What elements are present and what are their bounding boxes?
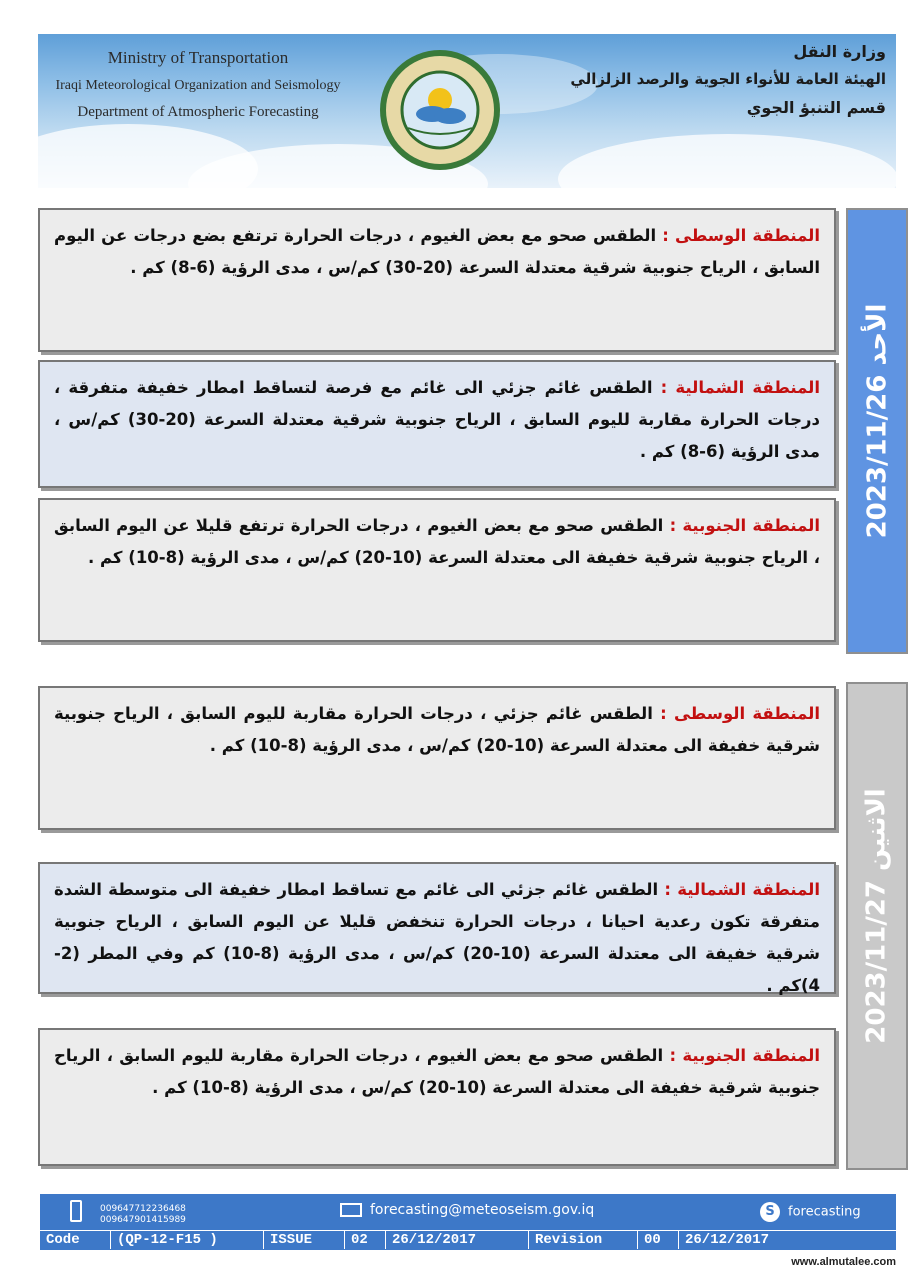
skype-name: forecasting [788,1204,861,1220]
forecast-box-central-day1 [38,208,836,352]
mobile-phone-icon [70,1200,82,1222]
forecast-box-north-day2 [38,862,836,994]
envelope-icon [340,1203,362,1217]
phone-1: 009647712236468 [100,1204,186,1214]
ministry-name-en: Ministry of Transportation [107,48,289,67]
date: 2023/11/26 [862,374,892,539]
issue-label: ISSUE [264,1231,345,1249]
weekday: الاثنين [862,788,893,871]
revision-label: Revision [529,1231,638,1249]
region-name: المنطقة الوسطى : [662,226,820,245]
skype-contact [760,1202,861,1222]
forecast-box-north-day1 [38,360,836,488]
phone-numbers [100,1204,186,1226]
organization-name-en: Iraqi Meteorological Organization and Seismology [55,78,341,93]
region-name: المنطقة الوسطى : [660,704,820,723]
forecast-box-central-day2 [38,686,836,830]
date: 2023/11/27 [862,880,893,1044]
forecast-box-south-day2 [38,1028,836,1166]
department-name-en: Department of Atmospheric Forecasting [77,104,319,120]
forecast-text: الطقس صحو مع بعض الغيوم ، درجات الحرارة ترتفع بضع درجات عن اليوم السابق ، الرياح جنوبية شرقية معتدلة السرعة (20-30) كم/س ، مدى الرؤية (6-8) كم . [54,226,820,277]
skype-icon: S [760,1202,780,1222]
document-control-strip [40,1230,896,1249]
region-name: المنطقة الشمالية : [664,880,821,899]
phone-2: 009647901415989 [100,1215,186,1225]
code-value: (QP-12-F15 ) [111,1231,264,1249]
weekday: الأحد [862,303,892,366]
region-name: المنطقة الجنوبية : [669,516,820,535]
code-label: Code [40,1231,111,1249]
forecast-box-south-day1 [38,498,836,642]
email-contact [340,1202,594,1218]
forecast-text: الطقس غائم جزئي الى غائم مع تساقط امطار خفيفة الى متوسطة الشدة متفرقة تكون رعدية احيانا ، درجات الحرارة تنخفض قليلا عن اليوم السابق ، الرياح جنوبية شرقية خفيفة الى معتدلة السرعة (10-20) كم/س ، مدى الرؤية (8-10) كم وفي المطر (2-4)كم . [54,880,821,995]
date-panel-day1 [846,208,908,654]
footer-bar [40,1194,896,1250]
forecast-text: الطقس غائم جزئي الى غائم مع فرصة لتساقط امطار خفيفة متفرقة ، درجات الحرارة مقاربة لليوم السابق ، الرياح جنوبية شرقية معتدلة السرعة (20-30) كم/س ، مدى الرؤية (6-8) كم . [54,378,820,461]
issue-number: 02 [345,1231,386,1249]
forecast-text: الطقس صحو مع بعض الغيوم ، درجات الحرارة ترتفع قليلا عن اليوم السابق ، الرياح جنوبية شرقية خفيفة الى معتدلة السرعة (10-20) كم/س ، مدى الرؤية (8-10) كم . [54,516,820,567]
ministry-name-ar: وزارة النقل [793,42,886,61]
date-label [862,304,892,559]
forecast-text: الطقس غائم جزئي ، درجات الحرارة مقاربة لليوم السابق ، الرياح جنوبية شرقية خفيفة الى معتدلة السرعة (10-20) كم/س ، مدى الرؤية (8-10) كم . [54,704,820,755]
email-address: forecasting@meteoseism.gov.iq [370,1202,595,1218]
date-panel-day2 [846,682,908,1170]
organization-name-ar: الهيئة العامة للأنواء الجوية والرصد الزلزالي [570,70,886,88]
issue-date: 26/12/2017 [386,1231,529,1249]
date-label [862,788,892,1063]
revision-date: 26/12/2017 [685,1232,770,1248]
region-name: المنطقة الشمالية : [660,378,820,397]
watermark: www.almutalee.com [791,1256,896,1268]
revision-number: 00 [638,1231,679,1249]
department-name-ar: قسم التنبؤ الجوي [746,98,886,117]
region-name: المنطقة الجنوبية : [669,1046,820,1065]
forecast-text: الطقس صحو مع بعض الغيوم ، درجات الحرارة مقاربة لليوم السابق ، الرياح جنوبية شرقية خفيفة الى معتدلة السرعة (10-20) كم/س ، مدى الرؤية (8-10) كم . [54,1046,820,1097]
organization-logo-icon [378,48,502,172]
